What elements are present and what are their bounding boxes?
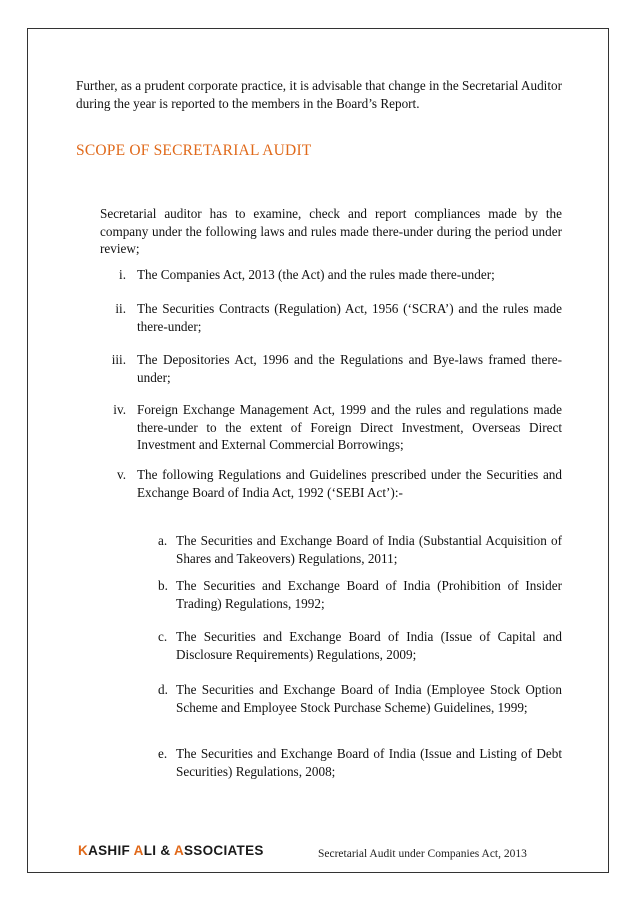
alpha-item-text: The Securities and Exchange Board of India (Issue and Listing of Debt Securities) Regulations, 2008; bbox=[176, 746, 562, 779]
roman-item-text: The Securities Contracts (Regulation) Act, 1956 (‘SCRA’) and the rules made there-under; bbox=[137, 301, 562, 334]
footer-caption: Secretarial Audit under Companies Act, 2013 bbox=[318, 848, 527, 860]
roman-numeral: iv. bbox=[113, 402, 126, 417]
alpha-item-text: The Securities and Exchange Board of India (Prohibition of Insider Trading) Regulations, 1992; bbox=[176, 578, 562, 611]
scope-paragraph: Secretarial auditor has to examine, check and report compliances made by the company under the following laws and rules made there-under during the period under review; bbox=[100, 206, 562, 257]
alpha-letter: a. bbox=[158, 533, 168, 548]
intro-paragraph: Further, as a prudent corporate practice, it is advisable that change in the Secretarial Auditor during the year is reported to the members in the Board’s Report. bbox=[76, 78, 562, 111]
roman-item-text: The Companies Act, 2013 (the Act) and the rules made there-under; bbox=[137, 267, 495, 282]
alpha-letter: e. bbox=[158, 746, 168, 761]
roman-numeral: ii. bbox=[115, 301, 126, 316]
roman-item-text: The following Regulations and Guidelines prescribed under the Securities and Exchange Board of India Act, 1992 (‘SEBI Act’):- bbox=[137, 467, 562, 500]
alpha-letter: d. bbox=[158, 682, 168, 697]
alpha-letter: c. bbox=[158, 629, 168, 644]
roman-numeral: i. bbox=[119, 267, 126, 282]
alpha-item-text: The Securities and Exchange Board of India (Issue of Capital and Disclosure Requirements) Regulations, 2009; bbox=[176, 629, 562, 662]
roman-item-text: Foreign Exchange Management Act, 1999 and the rules and regulations made there-under to the extent of Foreign Direct Investment, Overseas Direct Investment and External Commercial Borrowings; bbox=[137, 402, 562, 453]
alpha-item-text: The Securities and Exchange Board of India (Employee Stock Option Scheme and Employee Stock Purchase Scheme) Guidelines, 1999; bbox=[176, 682, 562, 715]
roman-numeral: v. bbox=[116, 467, 126, 482]
roman-numeral: iii. bbox=[111, 352, 126, 367]
alpha-letter: b. bbox=[158, 578, 168, 593]
company-logo: KASHIF ALI & ASSOCIATES bbox=[78, 843, 264, 858]
alpha-item-text: The Securities and Exchange Board of India (Substantial Acquisition of Shares and Takeovers) Regulations, 2011; bbox=[176, 533, 562, 566]
roman-item-text: The Depositories Act, 1996 and the Regulations and Bye-laws framed there-under; bbox=[137, 352, 562, 385]
section-heading: SCOPE OF SECRETARIAL AUDIT bbox=[76, 142, 312, 159]
